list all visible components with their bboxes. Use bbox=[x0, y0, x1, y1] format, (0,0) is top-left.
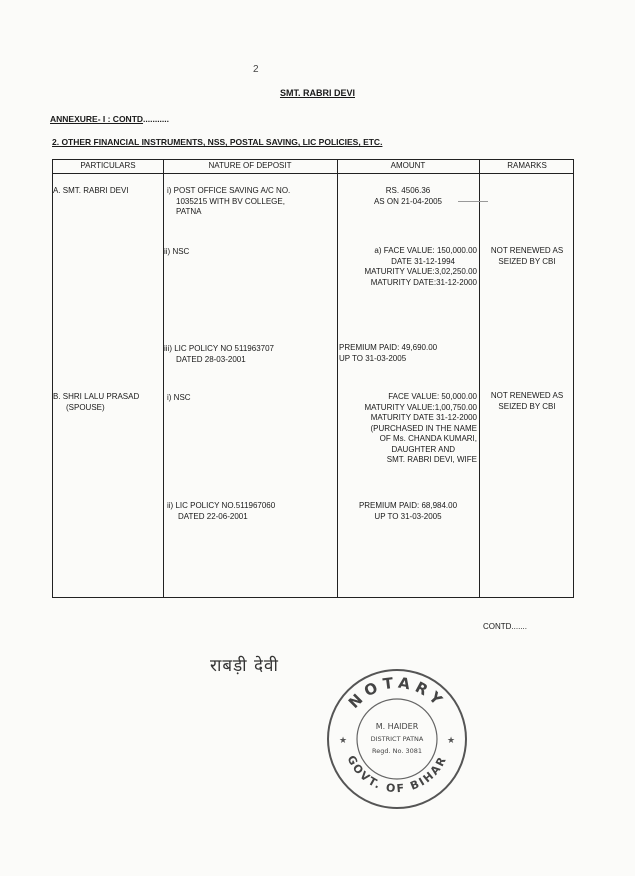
row-b-particulars bbox=[53, 392, 139, 413]
row-a2-nature bbox=[164, 247, 189, 258]
row-b1-nature bbox=[167, 393, 191, 404]
amount-line: MATURITY VALUE:3,02,250.00 bbox=[364, 267, 477, 276]
row-a1-amount bbox=[337, 186, 479, 207]
nature-line: i) NSC bbox=[167, 393, 191, 402]
nature-line: ii) LIC POLICY NO.511967060 bbox=[167, 501, 276, 510]
stamp-line3: Regd. No. 3081 bbox=[371, 747, 423, 755]
particulars-line: B. SHRI LALU PRASAD bbox=[53, 392, 140, 401]
row-a2-amount bbox=[337, 246, 477, 288]
header-particulars: PARTICULARS bbox=[80, 161, 136, 170]
column-divider bbox=[337, 160, 338, 597]
amount-line: PREMIUM PAID: 49,690.00 bbox=[339, 343, 438, 352]
amount-line: UP TO 31-03-2005 bbox=[374, 511, 442, 521]
amount-line: MATURITY DATE:31-12-2000 bbox=[370, 277, 477, 287]
row-a3-nature bbox=[164, 344, 274, 365]
remarks-line: NOT RENEWED AS bbox=[490, 391, 564, 400]
row-a2-remarks bbox=[479, 246, 575, 267]
star-icon: ★ bbox=[446, 735, 456, 745]
amount-line: MATURITY DATE 31-12-2000 bbox=[370, 413, 477, 422]
pen-stroke bbox=[458, 201, 488, 202]
nature-line: PATNA bbox=[176, 207, 202, 216]
nature-line: ii) NSC bbox=[164, 247, 190, 256]
header-amount: AMOUNT bbox=[390, 161, 426, 170]
column-divider bbox=[163, 160, 164, 597]
amount-line: (PURCHASED IN THE NAME bbox=[370, 423, 477, 433]
amount-line: DAUGHTER AND bbox=[391, 444, 455, 454]
star-icon: ★ bbox=[338, 735, 348, 745]
continued-label: CONTD....... bbox=[483, 622, 527, 631]
stamp-bottom-text: GOVT. OF BIHAR bbox=[344, 753, 450, 796]
header-nature-of-deposit: NATURE OF DEPOSIT bbox=[208, 161, 292, 170]
row-a3-amount bbox=[339, 343, 437, 364]
amount-line: a) FACE VALUE: 150,000.00 bbox=[374, 246, 477, 255]
annexure-dots: ........... bbox=[143, 114, 170, 124]
stamp-line2: DISTRICT PATNA bbox=[370, 735, 424, 743]
nature-line: iii) LIC POLICY NO 511963707 bbox=[164, 344, 274, 353]
row-b2-amount bbox=[337, 501, 479, 522]
stamp-top-text: NOTARY bbox=[344, 673, 450, 713]
amount-line: OF Ms. CHANDA KUMARI, bbox=[379, 434, 477, 443]
annexure-heading bbox=[50, 114, 169, 124]
nature-line: i) POST OFFICE SAVING A/C NO. bbox=[167, 186, 291, 195]
row-a1-nature bbox=[167, 186, 290, 218]
nature-line: 1035215 WITH BV COLLEGE, bbox=[176, 196, 285, 206]
nature-line: DATED 22-06-2001 bbox=[178, 511, 248, 521]
section-title: 2. OTHER FINANCIAL INSTRUMENTS, NSS, POSTAL SAVING, LIC POLICIES, ETC. bbox=[52, 137, 383, 147]
amount-line: PREMIUM PAID: 68,984.00 bbox=[358, 501, 458, 510]
document-title: SMT. RABRI DEVI bbox=[279, 88, 355, 98]
amount-line: UP TO 31-03-2005 bbox=[339, 353, 407, 363]
remarks-line: NOT RENEWED AS bbox=[490, 246, 564, 255]
amount-line: SMT. RABRI DEVI, WIFE bbox=[386, 455, 477, 464]
header-remarks: RAMARKS bbox=[507, 161, 547, 170]
stamp-name: M. HAIDER bbox=[375, 722, 419, 731]
remarks-line: SEIZED BY CBI bbox=[498, 401, 556, 411]
amount-line: FACE VALUE: 50,000.00 bbox=[388, 392, 477, 401]
notary-stamp bbox=[326, 668, 468, 810]
row-b1-amount bbox=[337, 392, 477, 466]
amount-line: AS ON 21-04-2005 bbox=[373, 196, 443, 206]
row-a-particulars bbox=[53, 186, 129, 197]
amount-line: MATURITY VALUE:1,00,750.00 bbox=[364, 402, 477, 412]
deposits-table bbox=[52, 159, 574, 598]
remarks-line: SEIZED BY CBI bbox=[498, 256, 556, 266]
particulars-line: A. SMT. RABRI DEVI bbox=[53, 186, 129, 195]
particulars-line: (SPOUSE) bbox=[66, 402, 105, 412]
nature-line: DATED 28-03-2001 bbox=[176, 354, 246, 364]
row-b2-nature bbox=[167, 501, 275, 522]
row-b1-remarks bbox=[479, 391, 575, 412]
amount-line: DATE 31-12-1994 bbox=[391, 256, 455, 266]
amount-line: RS. 4506.36 bbox=[385, 186, 431, 195]
signature: राबड़ी देवी bbox=[210, 656, 279, 676]
column-divider bbox=[479, 160, 480, 597]
annexure-label: ANNEXURE- I : CONTD bbox=[50, 114, 144, 124]
page-mark: 2 bbox=[253, 64, 259, 75]
